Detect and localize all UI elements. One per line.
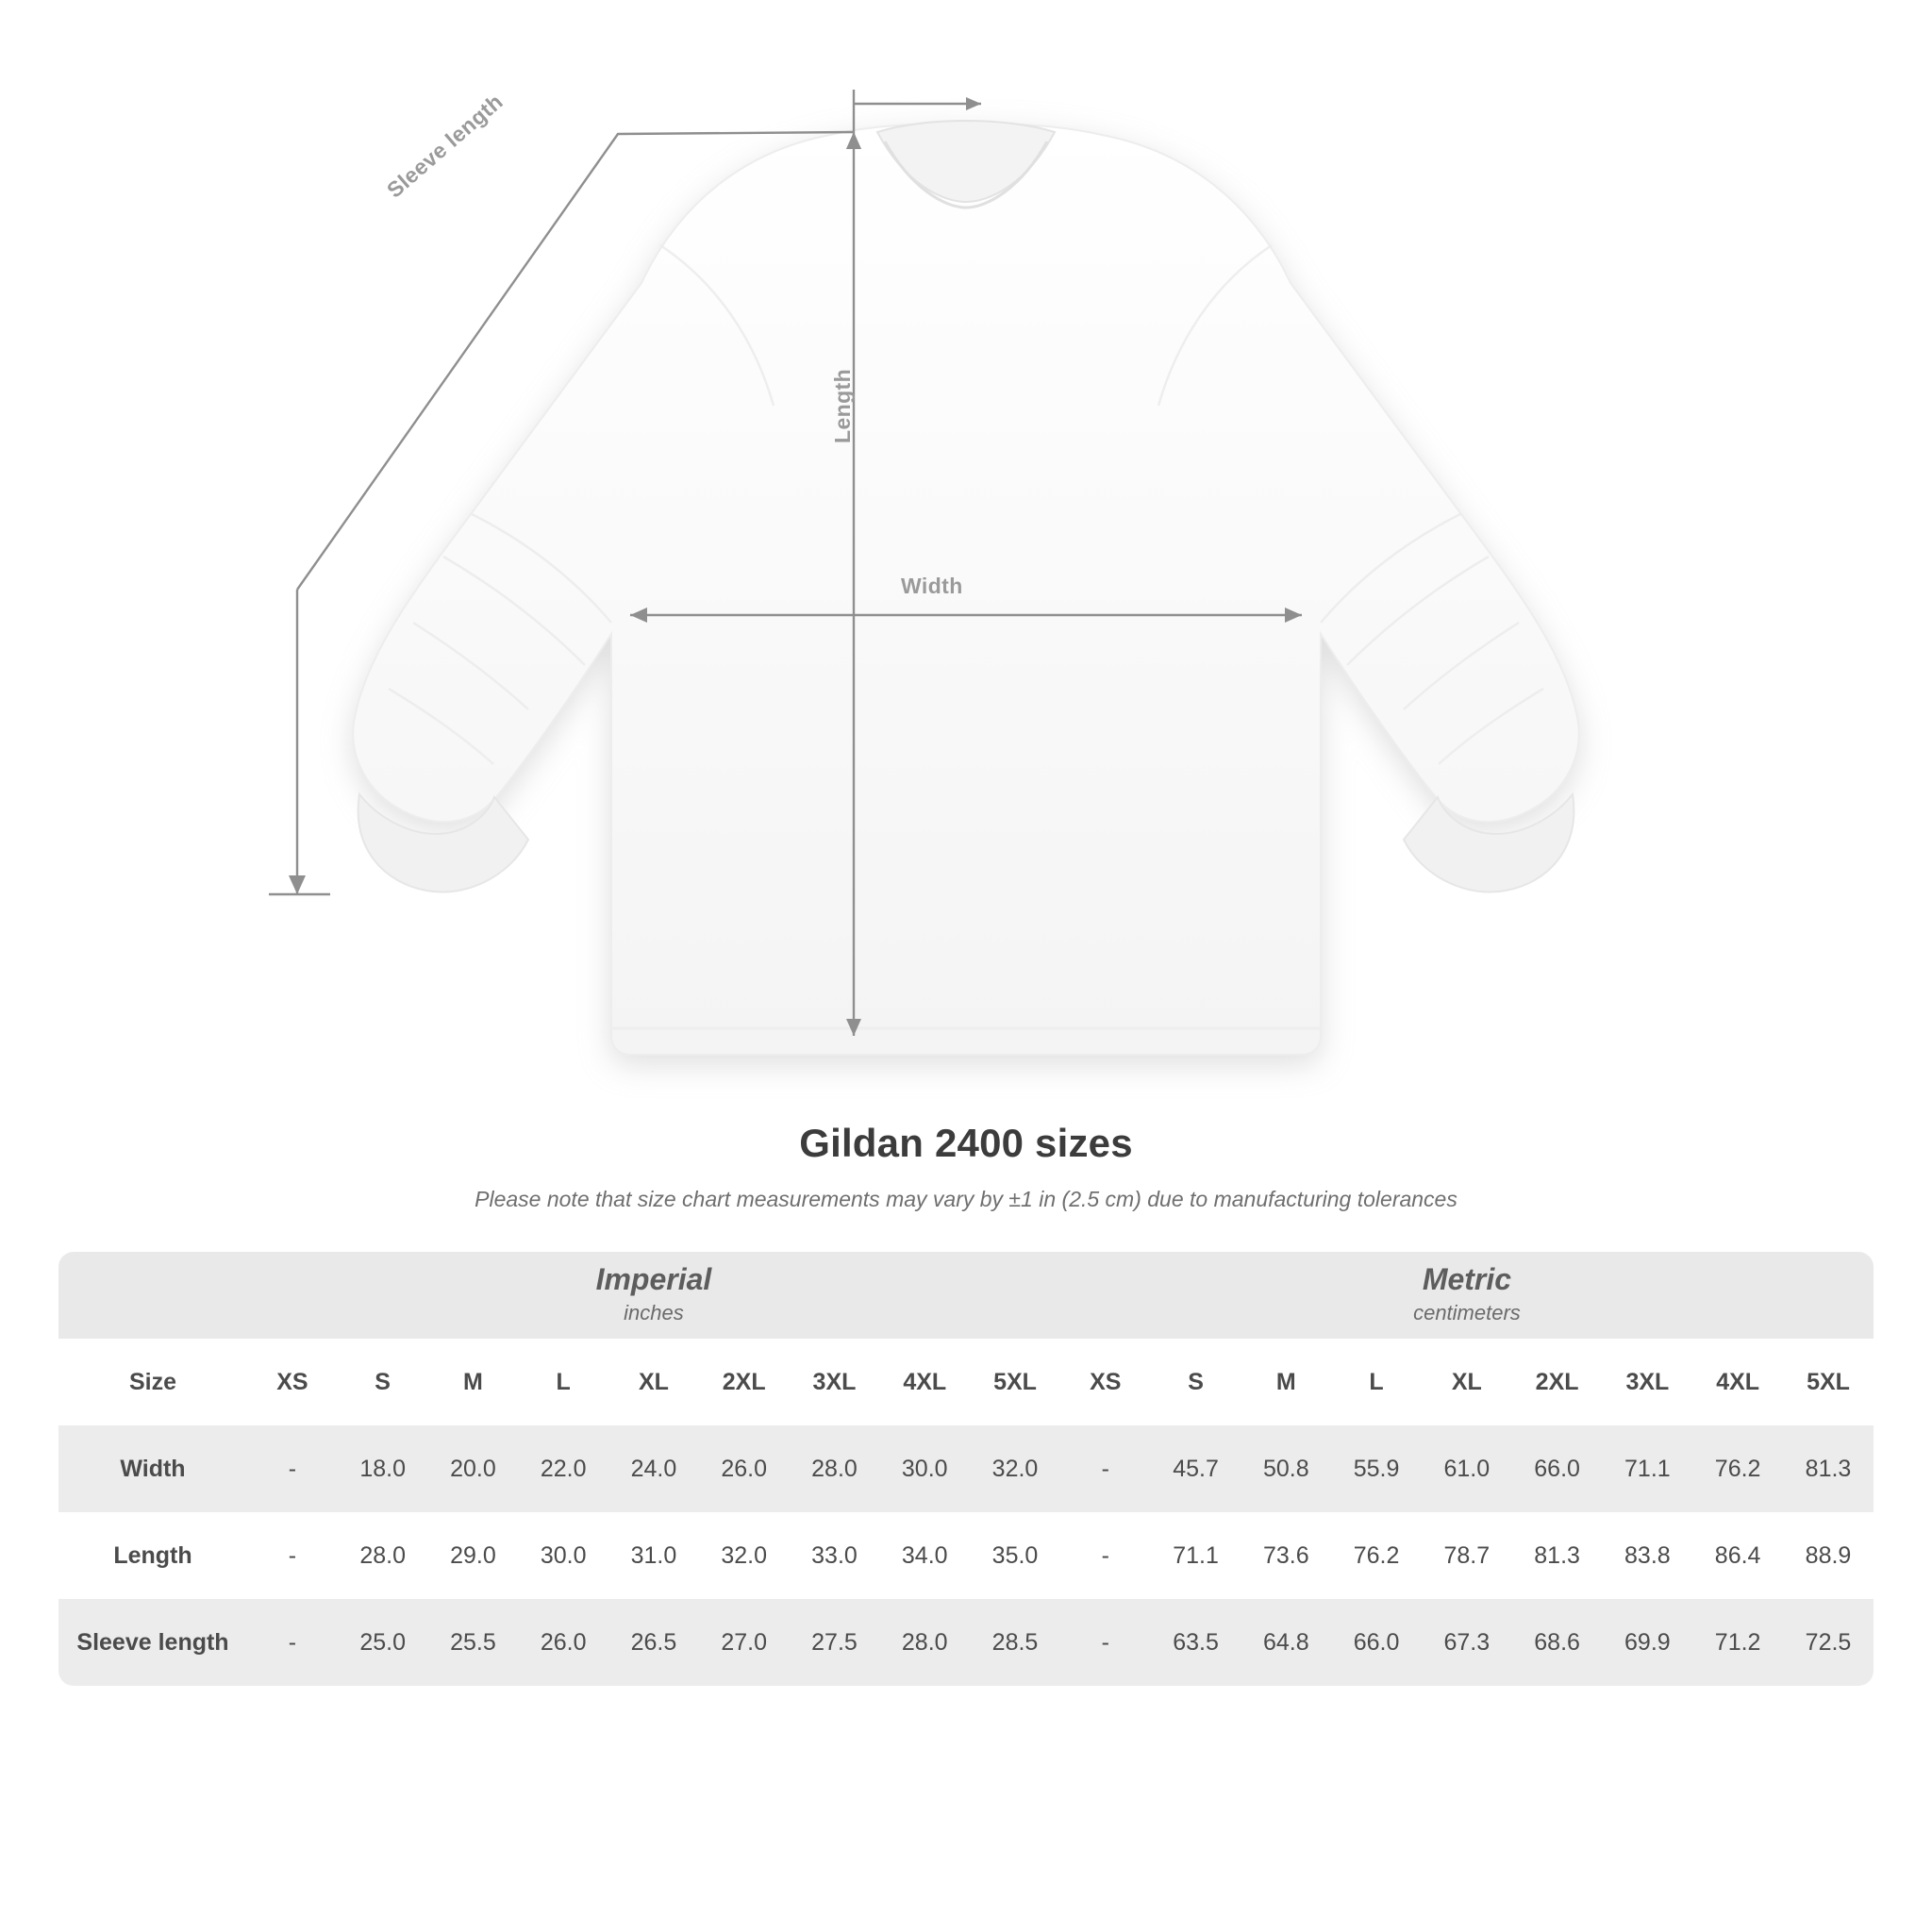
measurement-value: 27.0 [699, 1599, 790, 1686]
measurement-value: 26.0 [518, 1599, 608, 1686]
measurement-label: Length [58, 1512, 247, 1599]
unit-system-imperial [247, 1252, 1060, 1339]
measurement-value: 26.0 [699, 1425, 790, 1512]
measurement-value: 32.0 [970, 1425, 1060, 1512]
measurement-value: - [1060, 1599, 1151, 1686]
size-column-header: M [1241, 1339, 1331, 1425]
measurement-value: 18.0 [338, 1425, 428, 1512]
measurement-value: 32.0 [699, 1512, 790, 1599]
measurement-value: 28.5 [970, 1599, 1060, 1686]
measurement-value: 66.0 [1331, 1599, 1422, 1686]
measurement-value: 67.3 [1422, 1599, 1512, 1686]
size-column-header: 3XL [1602, 1339, 1692, 1425]
unit-system-name: Metric [1422, 1262, 1512, 1297]
table-row [58, 1512, 1874, 1599]
measurement-value: - [247, 1599, 338, 1686]
table-row [58, 1599, 1874, 1686]
shirt-shape [353, 124, 1578, 1055]
measurement-value: 69.9 [1602, 1599, 1692, 1686]
measurement-value: 63.5 [1151, 1599, 1241, 1686]
measurement-value: 20.0 [428, 1425, 519, 1512]
width-dimension-label: Width [901, 574, 963, 598]
size-table-container [58, 1252, 1874, 1686]
measurement-value: - [247, 1512, 338, 1599]
measurement-value: 71.2 [1692, 1599, 1783, 1686]
size-column-header: 2XL [1512, 1339, 1603, 1425]
unit-system-name: Imperial [595, 1262, 712, 1297]
measurement-value: 28.0 [338, 1512, 428, 1599]
measurement-value: 33.0 [790, 1512, 880, 1599]
measurement-value: 81.3 [1512, 1512, 1603, 1599]
measurement-value: - [1060, 1425, 1151, 1512]
size-column-header: 5XL [1783, 1339, 1874, 1425]
size-column-header: 5XL [970, 1339, 1060, 1425]
size-header-cell: Size [58, 1339, 247, 1425]
measurement-value: 71.1 [1151, 1512, 1241, 1599]
length-dimension-label: Length [830, 368, 855, 443]
size-column-header: 3XL [790, 1339, 880, 1425]
measurement-value: 72.5 [1783, 1599, 1874, 1686]
measurement-value: 25.5 [428, 1599, 519, 1686]
measurement-value: 71.1 [1602, 1425, 1692, 1512]
tolerance-note: Please note that size chart measurements may vary by ±1 in (2.5 cm) due to manufacturing tolerances [475, 1187, 1457, 1211]
measurement-value: 27.5 [790, 1599, 880, 1686]
size-column-header: S [338, 1339, 428, 1425]
size-column-header: L [518, 1339, 608, 1425]
measurement-value: 61.0 [1422, 1425, 1512, 1512]
measurement-value: 35.0 [970, 1512, 1060, 1599]
size-column-header: XS [1060, 1339, 1151, 1425]
measurement-value: 76.2 [1331, 1512, 1422, 1599]
size-column-header: S [1151, 1339, 1241, 1425]
measurement-value: 26.5 [608, 1599, 699, 1686]
measurement-value: 88.9 [1783, 1512, 1874, 1599]
measurement-value: 73.6 [1241, 1512, 1331, 1599]
size-table [58, 1252, 1874, 1686]
measurement-value: 22.0 [518, 1425, 608, 1512]
unit-row-spacer [58, 1252, 247, 1339]
measurement-value: 30.0 [518, 1512, 608, 1599]
unit-system-metric [1060, 1252, 1874, 1339]
size-column-header: 4XL [1692, 1339, 1783, 1425]
measurement-value: 45.7 [1151, 1425, 1241, 1512]
size-column-header: 2XL [699, 1339, 790, 1425]
size-column-header: XS [247, 1339, 338, 1425]
measurement-value: 83.8 [1602, 1512, 1692, 1599]
unit-system-units: centimeters [1413, 1300, 1521, 1324]
measurement-value: 81.3 [1783, 1425, 1874, 1512]
size-header-row [58, 1339, 1874, 1425]
measurement-value: 66.0 [1512, 1425, 1603, 1512]
page-title: Gildan 2400 sizes [799, 1121, 1133, 1165]
measurement-value: 28.0 [879, 1599, 970, 1686]
table-row [58, 1425, 1874, 1512]
measurement-label: Sleeve length [58, 1599, 247, 1686]
measurement-value: - [1060, 1512, 1151, 1599]
measurement-label: Width [58, 1425, 247, 1512]
unit-system-units: inches [624, 1300, 684, 1324]
measurement-value: - [247, 1425, 338, 1512]
measurement-value: 29.0 [428, 1512, 519, 1599]
size-column-header: XL [608, 1339, 699, 1425]
measurement-value: 86.4 [1692, 1512, 1783, 1599]
measurement-value: 24.0 [608, 1425, 699, 1512]
measurement-value: 68.6 [1512, 1599, 1603, 1686]
measurement-value: 30.0 [879, 1425, 970, 1512]
measurement-value: 55.9 [1331, 1425, 1422, 1512]
measurement-value: 25.0 [338, 1599, 428, 1686]
measurement-value: 31.0 [608, 1512, 699, 1599]
size-column-header: M [428, 1339, 519, 1425]
sleeve-length-dimension-label: Sleeve length [382, 89, 508, 203]
size-column-header: L [1331, 1339, 1422, 1425]
measurement-value: 78.7 [1422, 1512, 1512, 1599]
measurement-value: 28.0 [790, 1425, 880, 1512]
chart-heading [0, 1121, 1932, 1212]
measurement-value: 34.0 [879, 1512, 970, 1599]
measurement-value: 50.8 [1241, 1425, 1331, 1512]
measurement-value: 76.2 [1692, 1425, 1783, 1512]
size-column-header: XL [1422, 1339, 1512, 1425]
unit-system-row [58, 1252, 1874, 1339]
size-column-header: 4XL [879, 1339, 970, 1425]
measurement-value: 64.8 [1241, 1599, 1331, 1686]
